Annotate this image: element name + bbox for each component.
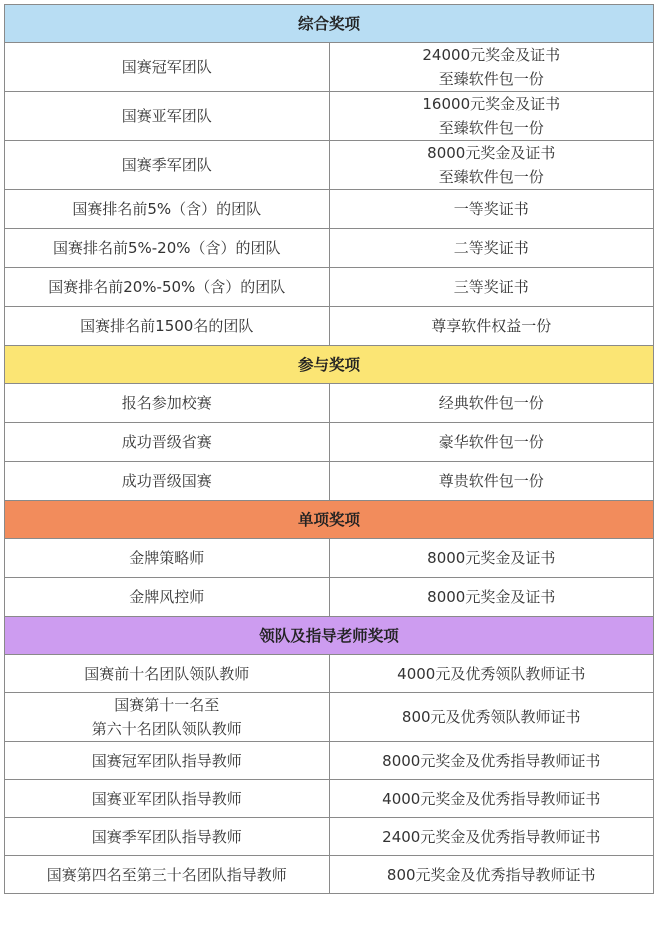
- section-header-row: [5, 5, 654, 43]
- award-prize: 尊享软件权益一份: [329, 307, 654, 346]
- table-row: [5, 539, 654, 578]
- award-condition: 国赛排名前1500名的团队: [5, 307, 330, 346]
- award-prize: 8000元奖金及证书 至臻软件包一份: [329, 141, 654, 190]
- table-row: [5, 818, 654, 856]
- award-prize: 4000元奖金及优秀指导教师证书: [329, 780, 654, 818]
- table-row: [5, 43, 654, 92]
- table-row: [5, 92, 654, 141]
- award-prize: 豪华软件包一份: [329, 423, 654, 462]
- award-prize: 经典软件包一份: [329, 384, 654, 423]
- award-prize: 三等奖证书: [329, 268, 654, 307]
- award-condition: 国赛第四名至第三十名团队指导教师: [5, 856, 330, 894]
- award-condition: 成功晋级国赛: [5, 462, 330, 501]
- award-prize: 8000元奖金及证书: [329, 539, 654, 578]
- award-prize: 2400元奖金及优秀指导教师证书: [329, 818, 654, 856]
- award-prize: 800元及优秀领队教师证书: [329, 693, 654, 742]
- section-title: 单项奖项: [5, 501, 654, 539]
- award-prize: 8000元奖金及优秀指导教师证书: [329, 742, 654, 780]
- award-prize: 尊贵软件包一份: [329, 462, 654, 501]
- section-title: 领队及指导老师奖项: [5, 617, 654, 655]
- award-prize: 二等奖证书: [329, 229, 654, 268]
- section-header-row: [5, 617, 654, 655]
- award-condition: 国赛亚军团队: [5, 92, 330, 141]
- award-prize: 8000元奖金及证书: [329, 578, 654, 617]
- section-header-row: [5, 501, 654, 539]
- section-title: 综合奖项: [5, 5, 654, 43]
- award-condition: 国赛排名前20%-50%（含）的团队: [5, 268, 330, 307]
- table-row: [5, 141, 654, 190]
- award-condition: 国赛冠军团队指导教师: [5, 742, 330, 780]
- table-row: [5, 307, 654, 346]
- award-condition: 国赛亚军团队指导教师: [5, 780, 330, 818]
- award-prize: 800元奖金及优秀指导教师证书: [329, 856, 654, 894]
- section-header-row: [5, 346, 654, 384]
- table-row: [5, 655, 654, 693]
- table-row: [5, 693, 654, 742]
- awards-table: [4, 4, 654, 894]
- table-row: [5, 780, 654, 818]
- table-row: [5, 229, 654, 268]
- table-row: [5, 856, 654, 894]
- table-row: [5, 268, 654, 307]
- award-condition: 国赛冠军团队: [5, 43, 330, 92]
- award-condition: 国赛季军团队: [5, 141, 330, 190]
- award-prize: 一等奖证书: [329, 190, 654, 229]
- award-condition: 国赛季军团队指导教师: [5, 818, 330, 856]
- award-condition: 成功晋级省赛: [5, 423, 330, 462]
- table-row: [5, 742, 654, 780]
- award-condition: 金牌策略师: [5, 539, 330, 578]
- award-condition: 国赛排名前5%（含）的团队: [5, 190, 330, 229]
- award-prize: 4000元及优秀领队教师证书: [329, 655, 654, 693]
- section-title: 参与奖项: [5, 346, 654, 384]
- table-row: [5, 462, 654, 501]
- award-condition: 国赛排名前5%-20%（含）的团队: [5, 229, 330, 268]
- award-condition: 报名参加校赛: [5, 384, 330, 423]
- award-prize: 24000元奖金及证书 至臻软件包一份: [329, 43, 654, 92]
- table-row: [5, 423, 654, 462]
- award-condition: 国赛前十名团队领队教师: [5, 655, 330, 693]
- table-row: [5, 578, 654, 617]
- award-condition: 国赛第十一名至 第六十名团队领队教师: [5, 693, 330, 742]
- award-condition: 金牌风控师: [5, 578, 330, 617]
- table-row: [5, 384, 654, 423]
- table-row: [5, 190, 654, 229]
- award-prize: 16000元奖金及证书 至臻软件包一份: [329, 92, 654, 141]
